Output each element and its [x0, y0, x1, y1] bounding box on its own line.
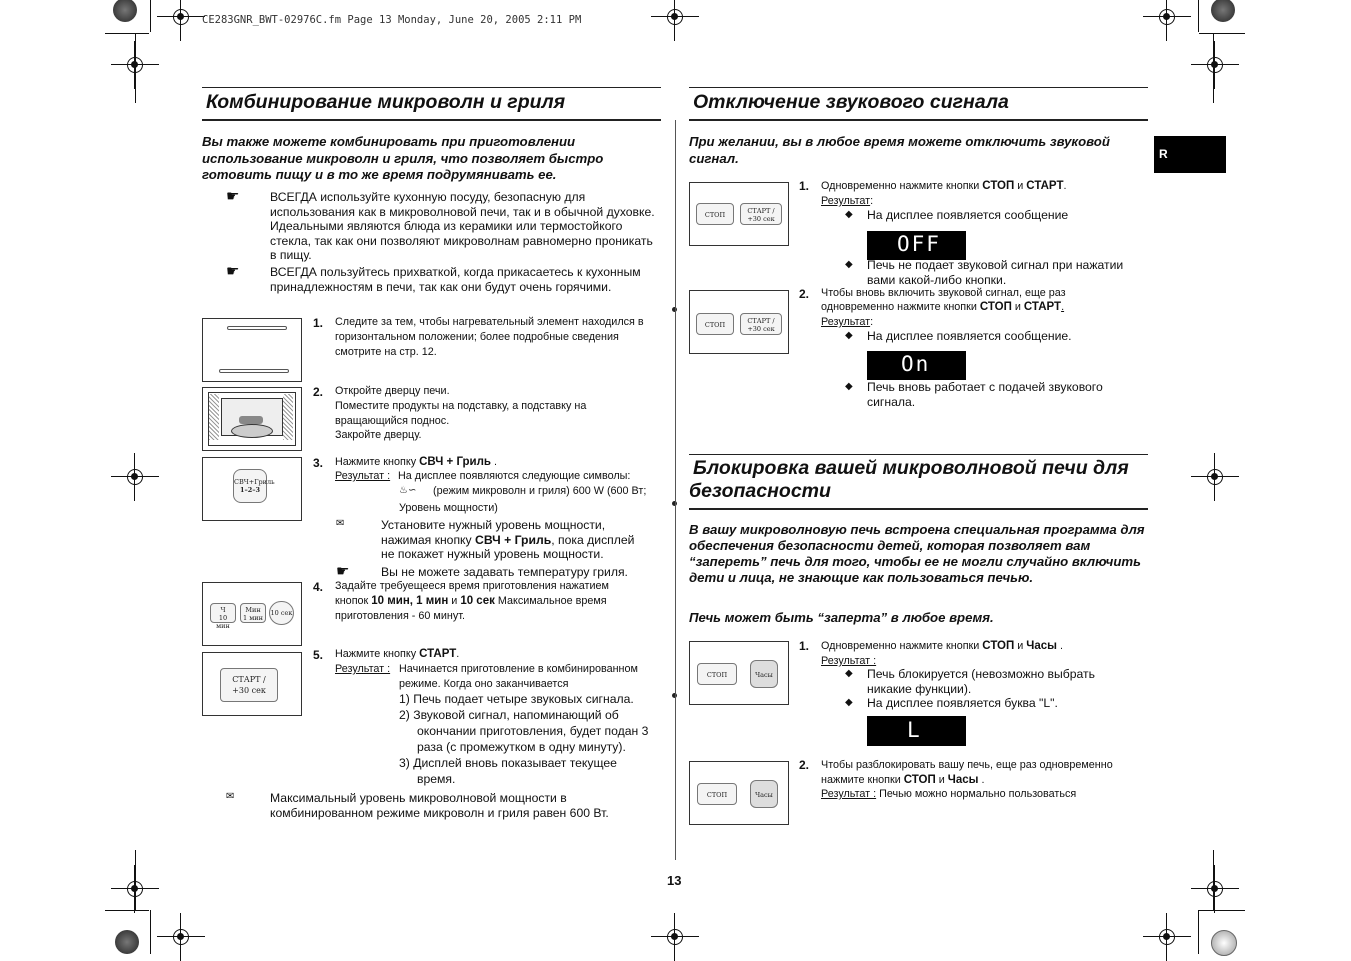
step-number: 5.	[313, 648, 324, 662]
crop-line	[105, 910, 149, 911]
1-min-button[interactable]: Мин 1 мин	[240, 603, 266, 623]
result-list: 1) Печь подает четыре звуковых сигнала. 2) Звуковой сигнал, напоминающий об окончании приготовления, будет подан 3 раза (с промежутком в одну минуту). 3) Дисплей вновь показывает текущее время.	[399, 692, 649, 786]
crop-line	[1213, 850, 1214, 910]
title-rule-top	[689, 87, 1148, 88]
registration-mark	[121, 463, 149, 491]
crop-line	[105, 33, 149, 34]
bullet-diamond-icon: ◆	[845, 697, 853, 708]
crop-line	[1199, 910, 1245, 911]
start-button-illustration	[202, 652, 302, 716]
result-text: Уровень мощности)	[399, 502, 498, 514]
crop-line	[135, 33, 136, 103]
file-header: CE283GNR_BWT-02976C.fm Page 13 Monday, June 20, 2005 2:11 PM	[202, 14, 582, 26]
crop-line	[150, 910, 151, 954]
step-text: Задайте требуещееся время приготовления нажатием кнопок 10 мин, 1 мин и 10 сек Максимальное время приготовления - 60 минут.	[335, 580, 609, 622]
stop-button[interactable]: СТОП	[697, 783, 737, 805]
note-text: Установите нужный уровень мощности, нажимая кнопку СВЧ + Гриль, пока дисплей не покажет нужный уровень мощности.	[381, 518, 635, 562]
start-button[interactable]: СТАРТ / +30 сек	[740, 313, 782, 335]
step-number: 2.	[799, 758, 810, 772]
step-number: 1.	[799, 179, 810, 193]
registration-mark	[167, 3, 195, 31]
intro-text: При желании, вы в любое время можете отключить звуковой сигнал.	[689, 134, 1110, 166]
start-button[interactable]: СТАРТ / +30 сек	[220, 668, 278, 702]
stop-start-buttons-illustration	[689, 290, 789, 354]
10-sec-button[interactable]: 10 сек	[269, 601, 294, 625]
result-text: Начинается приготовление в комбинированном режиме. Когда оно заканчивается	[399, 663, 638, 690]
result-label: Результат :	[335, 663, 391, 675]
note-text: ВСЕГДА пользуйтесь прихваткой, когда прикасаетесь к кухонным принадлежностям в печи, так как они будут очень горячими.	[270, 265, 641, 294]
title-rule-bottom	[202, 119, 661, 121]
intro-text: В вашу микроволновую печь встроена специальная программа для обеспечения безопасности детей, которая позволяет вам “запереть” печь для того, чтобы ее не могли случайно включить дети и лица, не знающие как пользоваться печью.	[689, 522, 1145, 585]
bullet-text: Печь не подает звуковой сигнал при нажатии вами какой-либо кнопки.	[867, 258, 1124, 287]
oven-interior-illustration	[202, 387, 302, 451]
bullet-diamond-icon: ◆	[845, 330, 853, 341]
language-tab: R	[1154, 136, 1226, 173]
result-label: Результат:	[821, 316, 874, 328]
stop-clock-buttons-illustration	[689, 761, 789, 825]
display-screen: On	[867, 351, 966, 380]
stop-button[interactable]: СТОП	[696, 313, 734, 335]
step-number: 1.	[799, 639, 810, 653]
title-rule-bottom	[689, 508, 1148, 510]
title-rule-top	[689, 454, 1148, 455]
corner-color-target	[113, 0, 137, 22]
step-text: Одновременно нажмите кнопки СТОП и СТАРТ.	[821, 180, 1067, 192]
result-label: Результат:	[821, 195, 874, 207]
crop-line	[1198, 910, 1199, 954]
memo-icon: ✉	[336, 518, 345, 529]
title-rule-bottom	[689, 119, 1148, 121]
combo-button-illustration	[202, 457, 302, 521]
bullet-text: На дисплее появляется сообщение.	[867, 329, 1072, 343]
registration-mark	[1153, 923, 1181, 951]
step-number: 4.	[313, 580, 324, 594]
step-text: Чтобы разблокировать вашу печь, еще раз одновременно нажмите кнопки СТОП и Часы . Результат : Печью можно нормально пользоваться	[821, 759, 1113, 800]
registration-mark	[1201, 875, 1229, 903]
intro-text: Вы также можете комбинировать при приготовлении использование микроволн и гриля, что позволяет быстро готовить пищу и в то же время подрумянивать ее.	[202, 134, 604, 182]
result-text: На дисплее появляются следующие символы:	[398, 470, 631, 482]
bullet-text: На дисплее появляется сообщение	[867, 208, 1069, 222]
registration-mark	[167, 923, 195, 951]
warning-text: Вы не можете задавать температуру гриля.	[381, 565, 628, 579]
step-number: 1.	[313, 316, 324, 330]
bullet-text: Печь блокируется (невозможно выбрать никакие функции).	[867, 667, 1095, 696]
step-number: 3.	[313, 456, 324, 470]
clock-button[interactable]: Часы	[750, 660, 778, 688]
crop-line	[1199, 33, 1245, 34]
crop-line	[150, 0, 151, 32]
step-text: Следите за тем, чтобы нагревательный элемент находился в горизонтальном положении; более подробные сведения смотрите на стр. 12.	[335, 316, 644, 358]
pointing-hand-icon: ☛	[226, 263, 240, 280]
result-label: Результат :	[335, 470, 391, 482]
heating-element-illustration	[202, 318, 302, 382]
stop-button[interactable]: СТОП	[696, 203, 734, 225]
display-screen: OFF	[867, 231, 966, 260]
result-text: (режим микроволн и гриля) 600 W (600 Вт;	[433, 485, 647, 497]
10-min-button[interactable]: Ч 10 мин	[210, 603, 236, 623]
note-text: ВСЕГДА используйте кухонную посуду, безопасную для использования как в микроволновой печи, так и в обычной духовке. Идеальными являются блюда из керамики или термостойкого стекла, так как они позволяют микроволнам равномерно проникать в пищу.	[270, 190, 655, 263]
memo-icon: ✉	[226, 791, 235, 802]
bullet-diamond-icon: ◆	[845, 209, 853, 220]
result-label: Результат :	[821, 655, 877, 667]
step-text: Одновременно нажмите кнопки СТОП и Часы .	[821, 640, 1063, 652]
bullet-text: Печь вновь работает с подачей звукового сигнала.	[867, 380, 1103, 409]
microwave-grill-symbol-icon: ♨∽	[399, 485, 417, 496]
crop-line	[1213, 33, 1214, 103]
step-number: 2.	[799, 287, 810, 301]
registration-mark	[1201, 463, 1229, 491]
corner-color-target	[1211, 0, 1235, 22]
corner-color-target	[115, 930, 139, 954]
pointing-hand-icon: ☛	[226, 188, 240, 205]
combo-button[interactable]: СВЧ+Гриль 1–2–3	[233, 469, 267, 503]
bullet-diamond-icon: ◆	[845, 668, 853, 679]
registration-mark	[661, 3, 689, 31]
section-title: Комбинирование микроволн и гриля	[206, 91, 566, 113]
time-buttons-illustration	[202, 582, 302, 646]
display-screen: L	[867, 716, 966, 746]
start-button[interactable]: СТАРТ / +30 сек	[740, 203, 782, 225]
step-text: Нажмите кнопку СТАРТ.	[335, 648, 460, 660]
stop-button[interactable]: СТОП	[697, 663, 737, 685]
registration-mark	[661, 923, 689, 951]
bullet-diamond-icon: ◆	[845, 381, 853, 392]
page-number: 13	[667, 873, 682, 888]
section-title: Блокировка вашей микроволновой печи для безопасности	[689, 457, 1129, 502]
bullet-text: На дисплее появляется буква "L".	[867, 696, 1058, 710]
corner-color-target	[1211, 930, 1237, 956]
final-note: Максимальный уровень микроволновой мощности в комбинированном режиме микроволн и гриля равен 600 Вт.	[270, 791, 609, 820]
step-text: Чтобы вновь включить звуковой сигнал, еще раз одновременно нажмите кнопки СТОП и СТАРТ.	[821, 287, 1066, 313]
stop-start-buttons-illustration	[689, 182, 789, 246]
crop-line	[1198, 0, 1199, 32]
clock-button[interactable]: Часы	[750, 780, 778, 808]
registration-mark	[1153, 3, 1181, 31]
step-text: Откройте дверцу печи. Поместите продукты на подставку, а подставку на вращающийся поднос. Закройте дверцу.	[335, 385, 587, 442]
pointing-hand-icon: ☛	[336, 563, 350, 580]
step-text: Нажмите кнопку СВЧ + Гриль .	[335, 456, 498, 468]
registration-mark	[1201, 51, 1229, 79]
bullet-diamond-icon: ◆	[845, 259, 853, 270]
crop-line	[135, 850, 136, 910]
step-number: 2.	[313, 385, 324, 399]
section-title: Отключение звукового сигнала	[693, 91, 1009, 113]
intro-text: Печь может быть “заперта” в любое время.	[689, 610, 994, 625]
title-rule-top	[202, 87, 661, 88]
column-divider	[675, 120, 676, 860]
stop-clock-buttons-illustration	[689, 641, 789, 705]
